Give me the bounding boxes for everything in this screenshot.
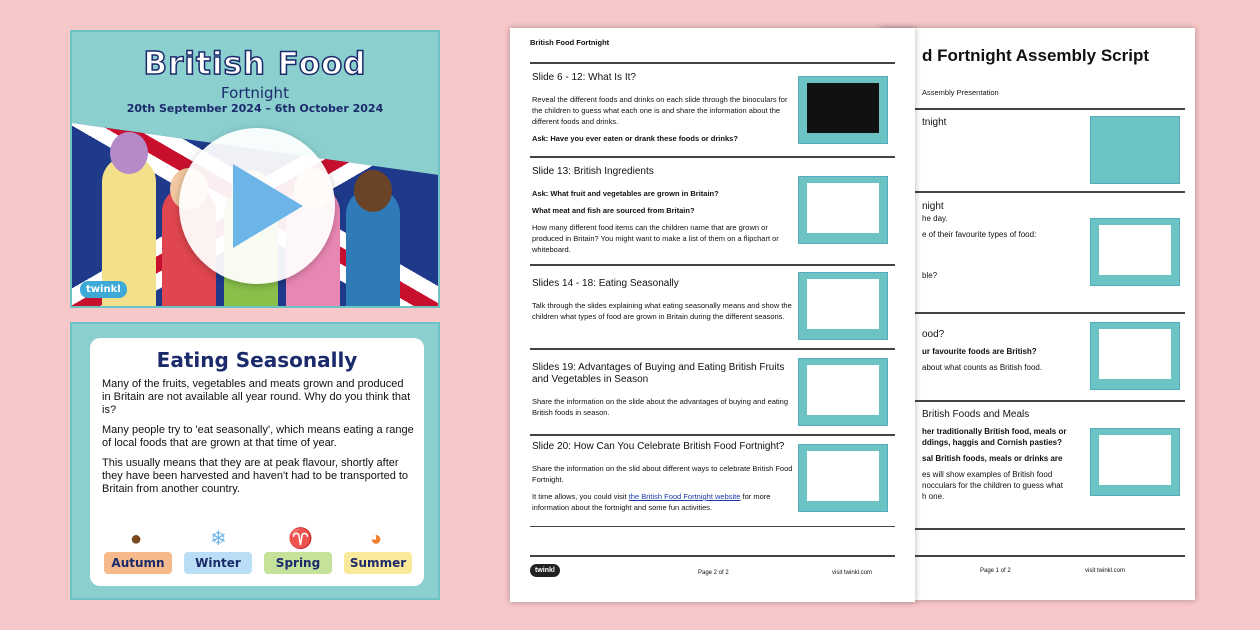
child-head (110, 132, 148, 174)
section-title: Slides 14 - 18: Eating Seasonally (532, 278, 679, 289)
text-fragment: nocculars for the children to guess what (922, 481, 1063, 490)
slide-thumbnail (798, 444, 888, 512)
season-winter: Winter (184, 552, 252, 574)
section-advantages (532, 362, 794, 424)
paragraph: Share the information on the slid about different ways to celebrate British Food Fortnight. (532, 464, 793, 484)
ask-question: Ask: Have you ever eaten or drank these foods or drinks? (532, 134, 738, 143)
paragraph: for more information about the fortnight and some fun activities. (532, 492, 771, 512)
slide-thumbnail (1090, 116, 1180, 184)
page-number: Page 2 of 2 (698, 570, 729, 576)
ask-question: What meat and fish are sourced from Britain? (532, 206, 695, 215)
section-eating-seasonally (532, 278, 794, 328)
text-fragment: e of their favourite types of food: (922, 230, 1037, 239)
paragraph: This usually means that they are at peak flavour, shortly after they have been harvested and haven't had to be transported to Britain from another country. (102, 457, 409, 495)
slide-thumbnail (1090, 322, 1180, 390)
slide-thumbnail (798, 76, 888, 144)
text-fragment: tnight (922, 117, 947, 128)
site-link: visit twinkl.com (1085, 568, 1126, 574)
slide-thumbnail (1090, 428, 1180, 496)
paragraph: Many of the fruits, vegetables and meats grown and produced in Britain are not available all year round. Why do you think that is? (102, 378, 411, 416)
text-fragment: ur favourite foods are British? (922, 347, 1037, 356)
page-title: d Fortnight Assembly Script (922, 46, 1150, 65)
season-spring: Spring (264, 552, 332, 574)
paragraph: Many people try to 'eat seasonally', which means eating a range of local foods that are grown at that time of year. (102, 424, 414, 449)
paragraph: How many different food items can the children name that are grown or produced in Britain? You might want to make a list of them on a flipchart or whiteboard. (532, 223, 779, 254)
slide-subtitle: Fortnight (221, 84, 289, 102)
slide-title: Eating Seasonally (156, 348, 358, 372)
text-fragment: British Foods and Meals (922, 409, 1030, 420)
twinkl-logo: twinkl (530, 564, 560, 577)
season-autumn: Autumn (104, 552, 172, 574)
text-fragment: ood? (922, 329, 945, 340)
paragraph: Talk through the slides explaining what eating seasonally means and show the children what types of food are grown in Britain during the different seasons. (532, 301, 792, 321)
text-fragment: sal British foods, meals or drinks are (922, 454, 1063, 463)
ask-question: Ask: What fruit and vegetables are grown in Britain? (532, 189, 719, 198)
section-title: Slide 20: How Can You Celebrate British Food Fortnight? (532, 441, 785, 452)
play-button[interactable] (179, 128, 335, 284)
page-header: British Food Fortnight (530, 38, 610, 47)
section-title: Slides 19: Advantages of Buying and Eating British Fruits and Vegetables in Season (532, 362, 785, 385)
section-british-ingredients (532, 166, 794, 261)
slide-title: British Food (143, 46, 367, 82)
child-head (354, 170, 392, 212)
british-food-fortnight-link[interactable]: the British Food Fortnight website (628, 492, 741, 501)
text-fragment: ble? (922, 271, 938, 280)
slide-thumbnail (798, 358, 888, 426)
slide-thumbnail (1090, 218, 1180, 286)
script-page-1 (880, 28, 1195, 600)
text-fragment: he day. (922, 214, 948, 223)
text-fragment: about what counts as British food. (922, 363, 1043, 372)
paragraph: It time allows, you could visit (532, 492, 629, 501)
acorn-icon: ● (130, 528, 143, 550)
text-fragment: es will show examples of British food (922, 470, 1053, 479)
slide-thumbnail (798, 176, 888, 244)
twinkl-logo: twinkl (80, 281, 127, 298)
slide-dates: 20th September 2024 – 6th October 2024 (126, 102, 384, 115)
script-page-2 (510, 28, 915, 602)
paragraph: Reveal the different foods and drinks on each slide through the binoculars for the children to guess what each one is and share the information about the different foods and drinks. (532, 95, 788, 126)
lamb-icon: ♈ (288, 528, 313, 550)
slide-thumbnail (798, 272, 888, 340)
beach-ball-icon: ◕ (370, 528, 383, 550)
page-number: Page 1 of 2 (980, 568, 1011, 574)
season-summer: Summer (344, 552, 412, 574)
text-fragment: her traditionally British food, meals or (922, 427, 1067, 436)
section-what-is-it (532, 72, 794, 150)
snowflake-icon: ❄ (210, 528, 227, 550)
section-title: Slide 6 - 12: What Is It? (532, 72, 636, 83)
section-celebrate (532, 441, 794, 519)
site-link: visit twinkl.com (832, 570, 873, 576)
page-subtitle: Assembly Presentation (922, 88, 999, 97)
text-fragment: h one. (922, 492, 945, 501)
section-title: Slide 13: British Ingredients (532, 166, 654, 177)
eating-seasonally-slide-preview (70, 322, 440, 600)
text-fragment: ddings, haggis and Cornish pasties? (922, 438, 1063, 447)
text-fragment: night (922, 201, 944, 212)
paragraph: Share the information on the slide about the advantages of buying and eating British foods in season. (532, 397, 789, 417)
slide-card (90, 338, 424, 586)
